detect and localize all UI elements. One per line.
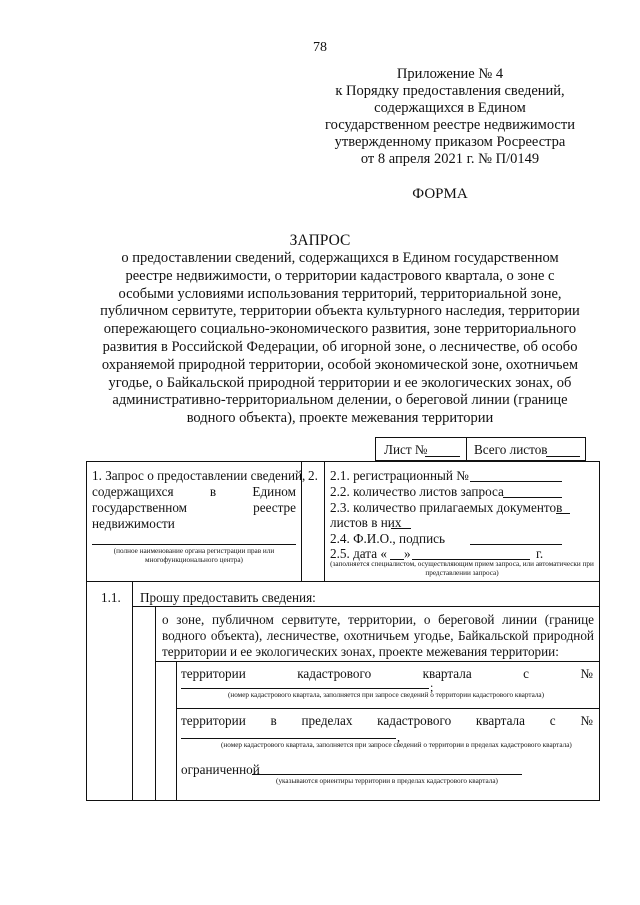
word: территории — [181, 713, 246, 728]
row-divider — [132, 606, 600, 607]
word: № — [580, 713, 593, 728]
section1-line2 — [92, 484, 296, 500]
word: пределах — [301, 713, 353, 728]
section2-number: 2. — [308, 468, 318, 483]
sheet-number-label: Лист № — [384, 442, 428, 457]
row1-caption: (номер кадастрового квартала, заполняется при запросе сведений о территории кадастрового квартала) — [227, 691, 545, 699]
row2-text — [181, 713, 593, 729]
appendix-line: к Порядку предоставления сведений, — [335, 83, 565, 99]
word: квартала — [475, 713, 525, 728]
section1-line3 — [92, 500, 296, 516]
word: кадастрового — [377, 713, 452, 728]
section11-title: Прошу предоставить сведения: — [140, 590, 316, 605]
docs-count-label: 2.3. количество прилагаемых документов — [330, 500, 563, 515]
section11-number: 1.1. — [101, 590, 121, 605]
word: кадастрового — [297, 666, 372, 681]
appendix-block — [320, 66, 580, 168]
word: реестре — [253, 500, 296, 515]
word: в — [270, 713, 277, 728]
territory-kvartal-checkbox[interactable] — [156, 662, 176, 708]
organ-caption: (полное наименование органа регистрации прав или многофункционального центра) — [113, 547, 275, 564]
word: с — [549, 713, 556, 728]
semicolon: ; — [430, 680, 434, 694]
section1-line4: недвижимости — [92, 516, 175, 531]
page-number: 78 — [313, 40, 327, 55]
checkbox-column — [176, 661, 177, 801]
appendix-line: содержащихся в Едином — [374, 100, 526, 116]
appendix-line: утвержденному приказом Росреестра — [334, 134, 566, 150]
organ-name-field[interactable] — [92, 544, 296, 545]
row-divider — [155, 661, 600, 662]
limited-field[interactable] — [252, 774, 522, 775]
section1-title: 1. Запрос о предоставлении сведений, — [92, 468, 306, 483]
fio-label: 2.4. Ф.И.О., подпись — [330, 531, 445, 546]
form-label: ФОРМА — [412, 186, 468, 202]
word: государственном — [92, 500, 188, 515]
docs-sheets-field[interactable] — [391, 528, 411, 529]
date-prefix: 2.5. дата « — [330, 546, 387, 561]
word: территории — [181, 666, 246, 681]
section2-caption: (заполняется специалистом, осуществляющим прием запроса, или автоматически при представлении запроса) — [330, 560, 594, 577]
appendix-line: Приложение № 4 — [396, 66, 504, 82]
territory-within-kvartal-checkbox[interactable] — [156, 709, 176, 753]
reg-number-label: 2.1. регистрационный № — [330, 468, 469, 483]
docs-sheets-label: листов в них — [330, 515, 402, 530]
docs-count-field[interactable] — [556, 513, 570, 514]
zone-option-text: о зоне, публичном сервитуте, территории, о береговой линии (границе водного объекта), лесничестве, охотничьем угодье, Байкальской природной территории и ее экологических зонах, проекте межевания территории: — [162, 612, 594, 659]
date-mid: » — [404, 546, 411, 561]
sheets-count-field[interactable] — [503, 497, 562, 498]
comma: , — [397, 730, 400, 744]
col-divider — [132, 581, 133, 801]
limited-label: ограниченной — [181, 762, 260, 777]
word: в — [209, 484, 217, 499]
limited-caption: (указываются ориентиры территории в пределах кадастрового квартала) — [276, 777, 498, 785]
sheet-number-field[interactable] — [425, 456, 460, 457]
document-title: ЗАПРОС — [289, 232, 351, 249]
fio-field[interactable] — [470, 544, 562, 545]
document-description: о предоставлении сведений, содержащихся в Едином государственном реестре недвижимости, о территории кадастрового квартала, о зоне с особыми условиями использования территорий, территориальной зоне, публичном сервитуте, территории объекта культурного наследия, территории опережающего социально-экономического развития, зоне территориального развития в Российской Федерации, об игорной зоне, о лесничестве, об особо охраняемой природной территории, особой экономической зоне, охотничьем угодье, о Байкальской природной территории и ее экологических зонах, об административно-территориальном делении, о береговой линии (границе водного объекта), проекте межевания территории — [100, 250, 580, 427]
kvartal-number-field[interactable] — [181, 688, 429, 689]
date-suffix: г. — [536, 546, 544, 561]
appendix-line: от 8 апреля 2021 г. № П/0149 — [360, 151, 540, 167]
col-divider — [324, 461, 325, 581]
kvartal-number-field-2[interactable] — [181, 738, 396, 739]
word: квартала — [422, 666, 472, 681]
total-sheets-label: Всего листов — [474, 442, 548, 457]
row1-text — [181, 666, 593, 682]
row-divider — [176, 708, 600, 709]
reg-number-field[interactable] — [470, 481, 562, 482]
appendix-line: государственном реестре недвижимости — [325, 117, 575, 133]
sheets-count-label: 2.2. количество листов запроса — [330, 484, 504, 499]
total-sheets-field[interactable] — [546, 456, 580, 457]
word: № — [580, 666, 593, 681]
word: содержащихся — [92, 484, 174, 499]
word: Едином — [252, 484, 296, 499]
word: с — [523, 666, 529, 681]
row-divider — [86, 581, 600, 582]
row2-caption: (номер кадастрового квартала, заполняется при запросе сведений о территории в пределах кадастрового квартала) — [221, 741, 572, 749]
